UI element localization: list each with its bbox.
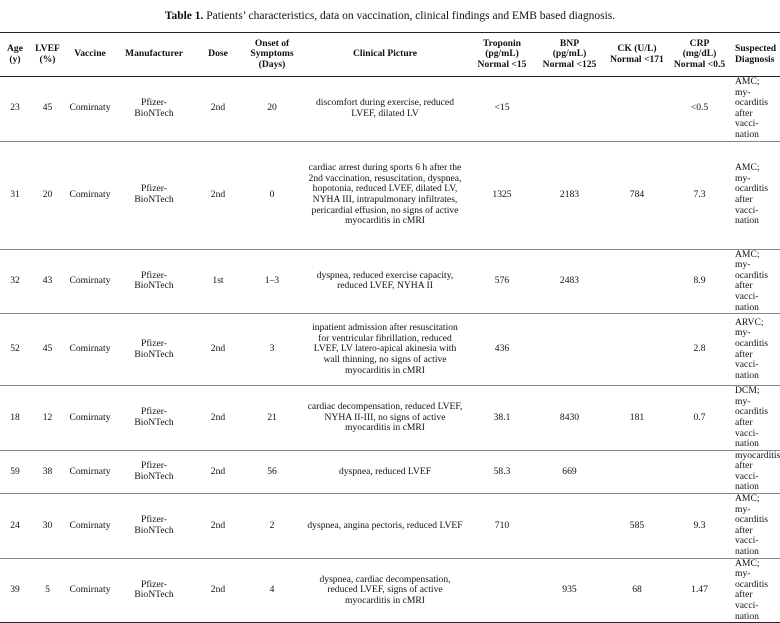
- cell-dose: 2nd: [193, 77, 243, 142]
- caption-label: Table 1.: [164, 10, 204, 22]
- cell-age: 24: [0, 494, 30, 559]
- cell-crp: 0.7: [670, 386, 729, 451]
- patients-table: [0, 32, 780, 623]
- cell-bnp: [535, 314, 604, 386]
- cell-bnp: 2483: [535, 249, 604, 314]
- table-row: [0, 249, 780, 314]
- cell-clinical-picture: dyspnea, reduced exercise capacity, reduced LVEF, NYHA II: [301, 249, 469, 314]
- cell-diagnosis: AMC; my- ocarditis after vacci- nation: [729, 141, 780, 249]
- cell-troponin: 38.1: [469, 386, 535, 451]
- cell-ck: [604, 450, 670, 493]
- cell-dose: 2nd: [193, 494, 243, 559]
- cell-dose: 2nd: [193, 450, 243, 493]
- cell-onset: 21: [243, 386, 301, 451]
- cell-bnp: 669: [535, 450, 604, 493]
- col-header-age: Age (y): [0, 33, 30, 77]
- cell-age: 18: [0, 386, 30, 451]
- cell-ck: 68: [604, 558, 670, 623]
- cell-vaccine: Comirnaty: [65, 314, 115, 386]
- cell-clinical-picture: discomfort during exercise, reduced LVEF, dilated LV: [301, 77, 469, 142]
- cell-lvef: 12: [30, 386, 65, 451]
- table-row: [0, 77, 780, 142]
- col-header-lvef: LVEF (%): [30, 33, 65, 77]
- table-row: [0, 558, 780, 623]
- cell-onset: 56: [243, 450, 301, 493]
- cell-crp: [670, 450, 729, 493]
- cell-clinical-picture: dyspnea, cardiac decompensation, reduced LVEF, signs of active myocarditis in cMRI: [301, 558, 469, 623]
- col-header-onset: Onset of Symptoms (Days): [243, 33, 301, 77]
- table-row: [0, 386, 780, 451]
- col-header-manufacturer: Manufacturer: [115, 33, 193, 77]
- cell-bnp: 8430: [535, 386, 604, 451]
- cell-manufacturer: Pfizer- BioNTech: [115, 386, 193, 451]
- col-header-troponin: Troponin (pg/mL) Normal <15: [469, 33, 535, 77]
- cell-crp: 9.3: [670, 494, 729, 559]
- cell-age: 52: [0, 314, 30, 386]
- cell-vaccine: Comirnaty: [65, 77, 115, 142]
- cell-ck: [604, 314, 670, 386]
- cell-manufacturer: Pfizer- BioNTech: [115, 450, 193, 493]
- caption-text: Patients’ characteristics, data on vaccination, clinical findings and EMB based diagnosis.: [206, 10, 616, 22]
- cell-lvef: 5: [30, 558, 65, 623]
- cell-bnp: [535, 494, 604, 559]
- cell-age: 39: [0, 558, 30, 623]
- cell-age: 23: [0, 77, 30, 142]
- table-caption: [0, 9, 780, 23]
- cell-vaccine: Comirnaty: [65, 249, 115, 314]
- cell-lvef: 43: [30, 249, 65, 314]
- cell-crp: 2.8: [670, 314, 729, 386]
- cell-age: 31: [0, 141, 30, 249]
- cell-ck: 181: [604, 386, 670, 451]
- cell-clinical-picture: dyspnea, angina pectoris, reduced LVEF: [301, 494, 469, 559]
- cell-troponin: 1325: [469, 141, 535, 249]
- cell-vaccine: Comirnaty: [65, 450, 115, 493]
- cell-onset: 0: [243, 141, 301, 249]
- cell-manufacturer: Pfizer- BioNTech: [115, 558, 193, 623]
- col-header-dose: Dose: [193, 33, 243, 77]
- cell-dose: 2nd: [193, 141, 243, 249]
- cell-clinical-picture: dyspnea, reduced LVEF: [301, 450, 469, 493]
- cell-troponin: <15: [469, 77, 535, 142]
- cell-lvef: 30: [30, 494, 65, 559]
- cell-dose: 2nd: [193, 314, 243, 386]
- cell-manufacturer: Pfizer- BioNTech: [115, 77, 193, 142]
- cell-clinical-picture: inpatient admission after resuscitation for ventricular fibrillation, reduced LVEF, LV latero-apical akinesia with wall thinning, no signs of active myocarditis in cMRI: [301, 314, 469, 386]
- cell-onset: 20: [243, 77, 301, 142]
- cell-lvef: 45: [30, 77, 65, 142]
- cell-bnp: [535, 77, 604, 142]
- cell-diagnosis: ARVC; my- ocarditis after vacci- nation: [729, 314, 780, 386]
- col-header-clinical-picture: Clinical Picture: [301, 33, 469, 77]
- cell-troponin: 58.3: [469, 450, 535, 493]
- cell-dose: 1st: [193, 249, 243, 314]
- table-row: [0, 314, 780, 386]
- cell-lvef: 20: [30, 141, 65, 249]
- cell-onset: 1–3: [243, 249, 301, 314]
- cell-ck: 784: [604, 141, 670, 249]
- cell-manufacturer: Pfizer- BioNTech: [115, 249, 193, 314]
- cell-diagnosis: myocarditis after vacci- nation: [729, 450, 780, 493]
- header-row: [0, 33, 780, 77]
- cell-troponin: 710: [469, 494, 535, 559]
- cell-age: 59: [0, 450, 30, 493]
- cell-vaccine: Comirnaty: [65, 386, 115, 451]
- cell-troponin: 436: [469, 314, 535, 386]
- cell-clinical-picture: cardiac decompensation, reduced LVEF, NYHA II-III, no signs of active myocarditis in cMRI: [301, 386, 469, 451]
- cell-vaccine: Comirnaty: [65, 141, 115, 249]
- cell-diagnosis: AMC; my- ocarditis after vacci- nation: [729, 77, 780, 142]
- cell-diagnosis: DCM; my- ocarditis after vacci- nation: [729, 386, 780, 451]
- cell-crp: 8.9: [670, 249, 729, 314]
- cell-onset: 3: [243, 314, 301, 386]
- cell-troponin: 576: [469, 249, 535, 314]
- cell-crp: 7.3: [670, 141, 729, 249]
- cell-bnp: 935: [535, 558, 604, 623]
- cell-dose: 2nd: [193, 386, 243, 451]
- col-header-crp: CRP (mg/dL) Normal <0.5: [670, 33, 729, 77]
- table-row: [0, 494, 780, 559]
- cell-manufacturer: Pfizer- BioNTech: [115, 141, 193, 249]
- cell-age: 32: [0, 249, 30, 314]
- cell-onset: 2: [243, 494, 301, 559]
- col-header-vaccine: Vaccine: [65, 33, 115, 77]
- cell-vaccine: Comirnaty: [65, 494, 115, 559]
- table-row: [0, 450, 780, 493]
- cell-crp: 1.47: [670, 558, 729, 623]
- col-header-ck: CK (U/L) Normal <171: [604, 33, 670, 77]
- table-row: [0, 141, 780, 249]
- cell-diagnosis: AMC; my- ocarditis after vacci- nation: [729, 249, 780, 314]
- cell-ck: 585: [604, 494, 670, 559]
- cell-clinical-picture: cardiac arrest during sports 6 h after the 2nd vaccination, resuscitation, dyspnea, hopotonia, reduced LVEF, dilated LV, NYHA III, intrapulmonary infiltrates, pericardial effusion, no signs of active myocarditis in cMRI: [301, 141, 469, 249]
- cell-ck: [604, 249, 670, 314]
- cell-troponin: [469, 558, 535, 623]
- cell-manufacturer: Pfizer- BioNTech: [115, 314, 193, 386]
- cell-manufacturer: Pfizer- BioNTech: [115, 494, 193, 559]
- cell-diagnosis: AMC; my- ocarditis after vacci- nation: [729, 494, 780, 559]
- col-header-diagnosis: Suspected Diagnosis: [729, 33, 780, 77]
- cell-bnp: 2183: [535, 141, 604, 249]
- cell-vaccine: Comirnaty: [65, 558, 115, 623]
- cell-crp: <0.5: [670, 77, 729, 142]
- cell-lvef: 38: [30, 450, 65, 493]
- cell-diagnosis: AMC; my- ocarditis after vacci- nation: [729, 558, 780, 623]
- cell-dose: 2nd: [193, 558, 243, 623]
- cell-lvef: 45: [30, 314, 65, 386]
- cell-ck: [604, 77, 670, 142]
- cell-onset: 4: [243, 558, 301, 623]
- col-header-bnp: BNP (pg/mL) Normal <125: [535, 33, 604, 77]
